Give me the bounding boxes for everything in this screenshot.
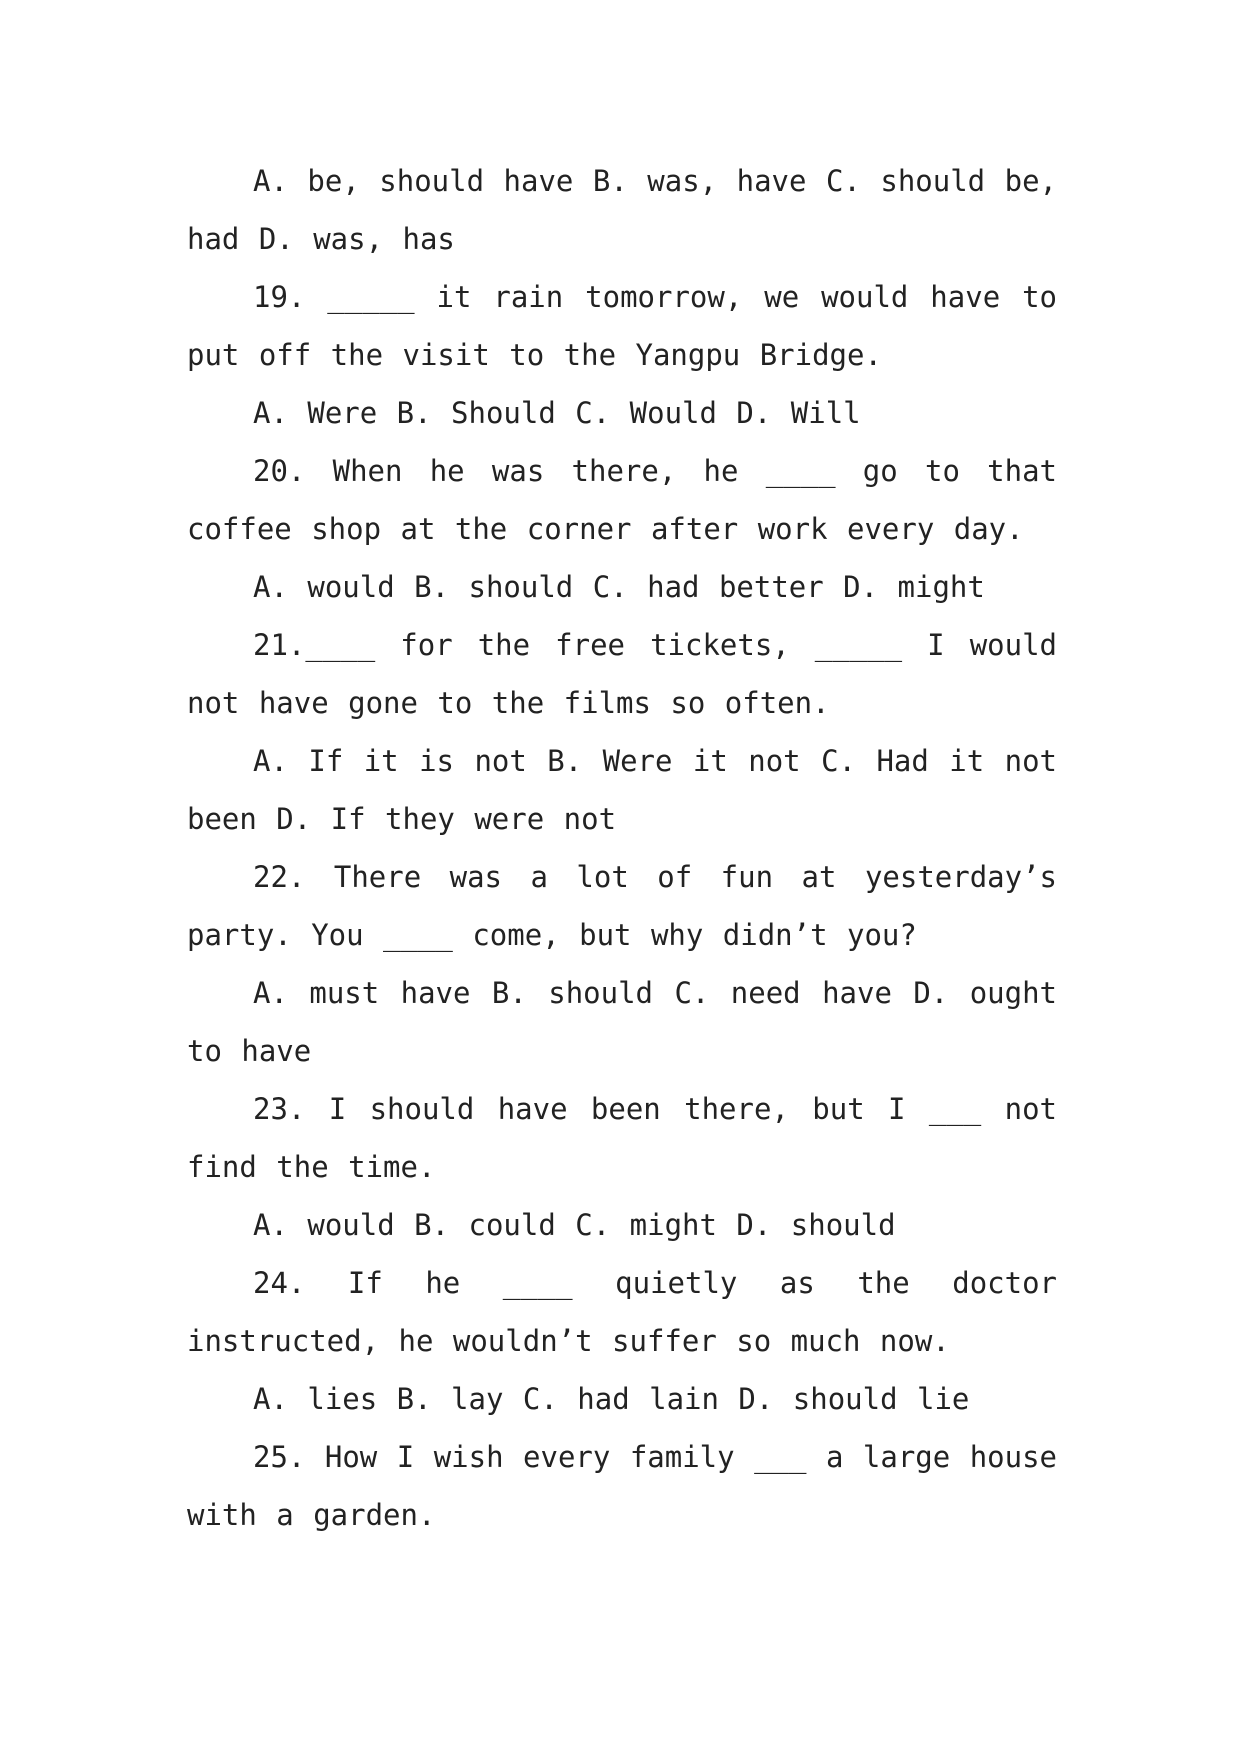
question-24: 24. If he ____ quietly as the doctor instructed, he wouldn’t suffer so much now. xyxy=(187,1266,1057,1358)
answer-options-24: A. lies B. lay C. had lain D. should lie xyxy=(253,1382,970,1416)
question-25: 25. How I wish every family ___ a large house with a garden. xyxy=(187,1440,1057,1532)
question-19: 19. _____ it rain tomorrow, we would have to put off the visit to the Yangpu Bridge. xyxy=(187,280,1057,372)
answer-options-22: A. must have B. should C. need have D. ought to have xyxy=(187,976,1057,1068)
answer-options-21: A. If it is not B. Were it not C. Had it not been D. If they were not xyxy=(187,744,1057,836)
document-body xyxy=(187,152,1057,1544)
answer-options-20: A. would B. should C. had better D. might xyxy=(253,570,985,604)
question-21: 21.____ for the free tickets, _____ I would not have gone to the films so often. xyxy=(187,628,1057,720)
question-20: 20. When he was there, he ____ go to that coffee shop at the corner after work every day. xyxy=(187,454,1057,546)
answer-options-23: A. would B. could C. might D. should xyxy=(253,1208,896,1242)
question-23: 23. I should have been there, but I ___ not find the time. xyxy=(187,1092,1057,1184)
question-22: 22. There was a lot of fun at yesterday’s party. You ____ come, but why didn’t you? xyxy=(187,860,1057,952)
answer-options-18: A. be, should have B. was, have C. should be, had D. was, has xyxy=(187,164,1057,256)
answer-options-19: A. Were B. Should C. Would D. Will xyxy=(253,396,861,430)
